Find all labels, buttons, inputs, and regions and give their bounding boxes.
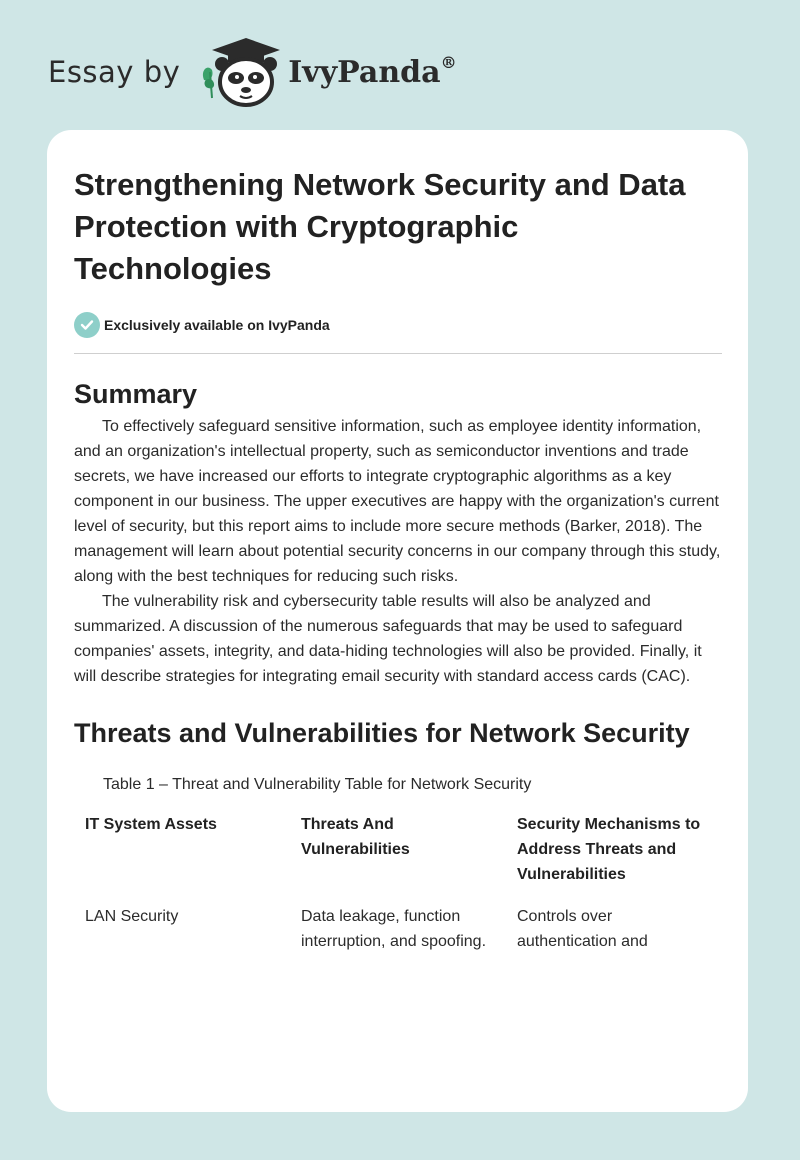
summary-heading: Summary	[74, 379, 198, 409]
column-header: Threats And Vulnerabilities	[301, 816, 410, 858]
essay-card	[47, 130, 748, 1112]
summary-paragraph-2: The vulnerability risk and cybersecurity table results will also be analyzed and summarized. A discussion of the numerous safeguards that may be used to safeguard companies' assets, integrity, and data-hiding technologies will also be provided. Finally, it will describe strategies for integrating email security with standard access cards (CAC).	[74, 593, 702, 685]
table-header-row	[74, 812, 722, 904]
column-header: Security Mechanisms to Address Threats and Vulnerabilities	[517, 816, 701, 883]
exclusive-label: Exclusively available on IvyPanda	[104, 317, 330, 333]
table-row	[74, 904, 722, 954]
panda-logo-icon	[198, 36, 282, 108]
threat-table	[74, 812, 722, 954]
check-circle-icon	[74, 312, 100, 338]
table-cell: Controls over authentication and	[517, 908, 648, 950]
brand-prefix: Essay by	[48, 55, 181, 89]
site-brand[interactable]	[48, 36, 457, 108]
page-title: Strengthening Network Security and Data Protection with Cryptographic Technologies	[74, 167, 686, 286]
summary-paragraph-1: To effectively safeguard sensitive information, such as employee identity information, and an organization's intellectual property, such as semiconductor inventions and trade secrets, we have increased our efforts to integrate cryptographic algorithms as a key component in our business. The upper executives are happy with the organization's current level of security, but this report aims to include more secure methods (Barker, 2018). The management will learn about potential security concerns in our company through this study, along with the best techniques for reducing such risks.	[74, 418, 721, 585]
table-cell: Data leakage, function interruption, and spoofing.	[301, 908, 487, 950]
brand-name: IvyPanda®	[288, 52, 457, 90]
threats-heading: Threats and Vulnerabilities for Network Security	[74, 718, 690, 748]
column-header: IT System Assets	[85, 816, 217, 833]
exclusive-badge	[74, 312, 722, 338]
table-cell: LAN Security	[85, 908, 179, 925]
table-caption: Table 1 – Threat and Vulnerability Table for Network Security	[103, 776, 532, 793]
divider	[74, 353, 722, 354]
registered-mark: ®	[440, 52, 457, 72]
